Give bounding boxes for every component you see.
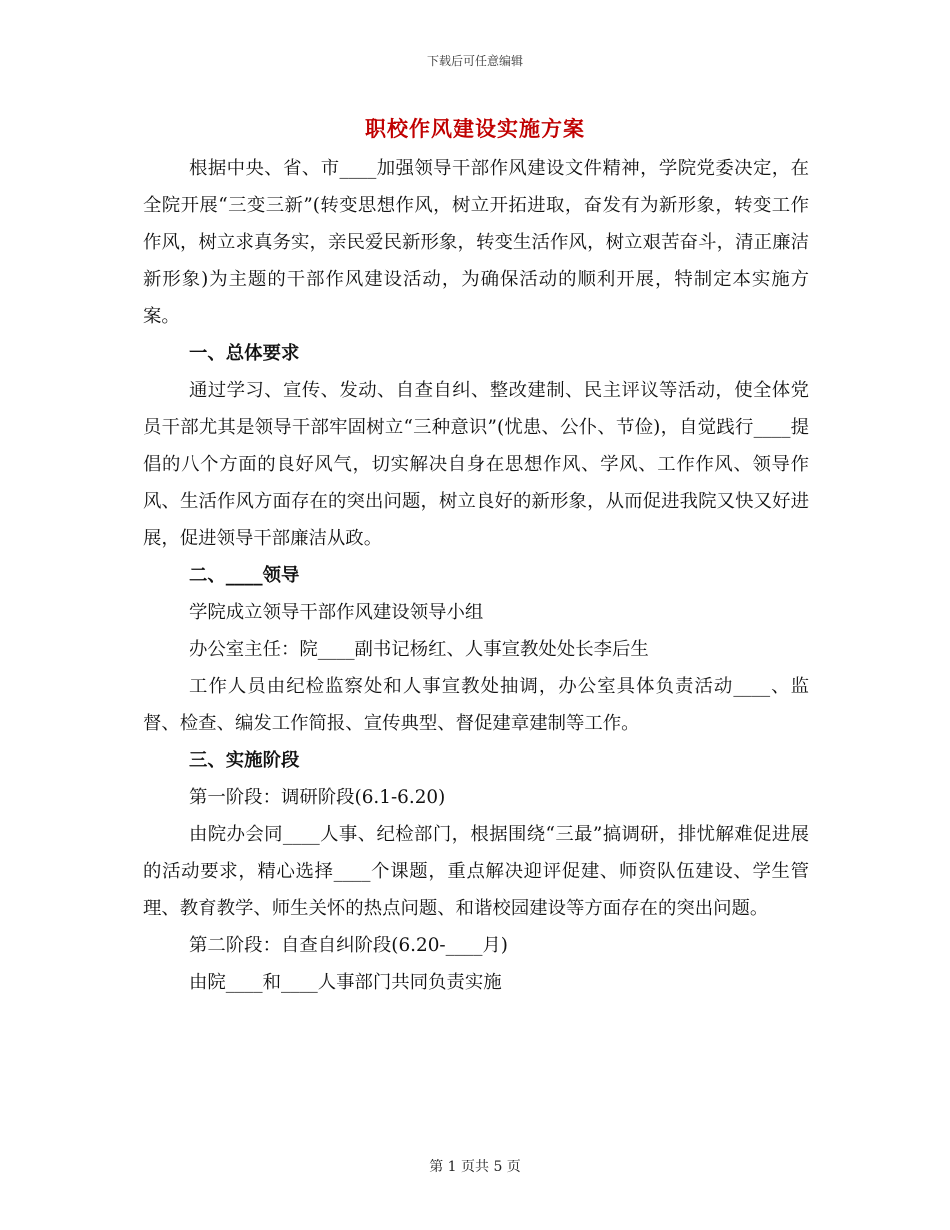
section-heading-general-requirements: 一、总体要求 (189, 343, 300, 364)
paragraph-stage-one: 第一阶段：调研阶段(6.1-6.20) (189, 787, 446, 808)
page-header: 下载后可任意编辑 (426, 54, 523, 68)
section-heading-implementation-stages: 三、实施阶段 (189, 750, 300, 771)
section-heading-leadership: 二、____领导 (189, 565, 300, 586)
paragraph-leadership-group: 学院成立领导干部作风建设领导小组 (189, 602, 484, 623)
paragraph-office-director: 办公室主任：院____副书记杨红、人事宣教处处长李后生 (189, 639, 649, 660)
paragraph-stage-one-detail: 由院办会同____人事、纪检部门，根据围绕“三最”搞调研，排忧解难促进展的活动要求，精心选择____个课题，重点解决迎评促建、师资队伍建设、学生管理、教育教学、师生关怀的热点问题、和谐校园建设等方面存在的突出问题。 (143, 824, 809, 919)
paragraph-general-requirements: 通过学习、宣传、发动、自查自纠、整改建制、民主评议等活动，使全体党员干部尤其是领导干部牢固树立“三种意识”(忧患、公仆、节俭)，自觉践行____提倡的八个方面的良好风气，切实解决自身在思想作风、学风、工作作风、领导作风、生活作风方面存在的突出问题，树立良好的新形象，从而促进我院又快又好进展，促进领导干部廉洁从政。 (143, 380, 809, 549)
document-body (143, 150, 809, 1001)
paragraph-stage-two: 第二阶段：自查自纠阶段(6.20-____月) (189, 935, 508, 956)
document-title: 职校作风建设实施方案 (365, 116, 585, 141)
paragraph-stage-two-detail: 由院____和____人事部门共同负责实施 (189, 972, 502, 993)
paragraph-staff: 工作人员由纪检监察处和人事宣教处抽调，办公室具体负责活动____、监督、检查、编发工作简报、宣传典型、督促建章建制等工作。 (143, 676, 809, 734)
page-footer: 第 1 页共 5 页 (429, 1159, 521, 1175)
paragraph-intro: 根据中央、省、市____加强领导干部作风建设文件精神，学院党委决定，在全院开展“三变三新”(转变思想作风，树立开拓进取，奋发有为新形象，转变工作作风，树立求真务实，亲民爱民新形象，转变生活作风，树立艰苦奋斗，清正廉洁新形象)为主题的干部作风建设活动，为确保活动的顺利开展，特制定本实施方案。 (143, 158, 809, 327)
